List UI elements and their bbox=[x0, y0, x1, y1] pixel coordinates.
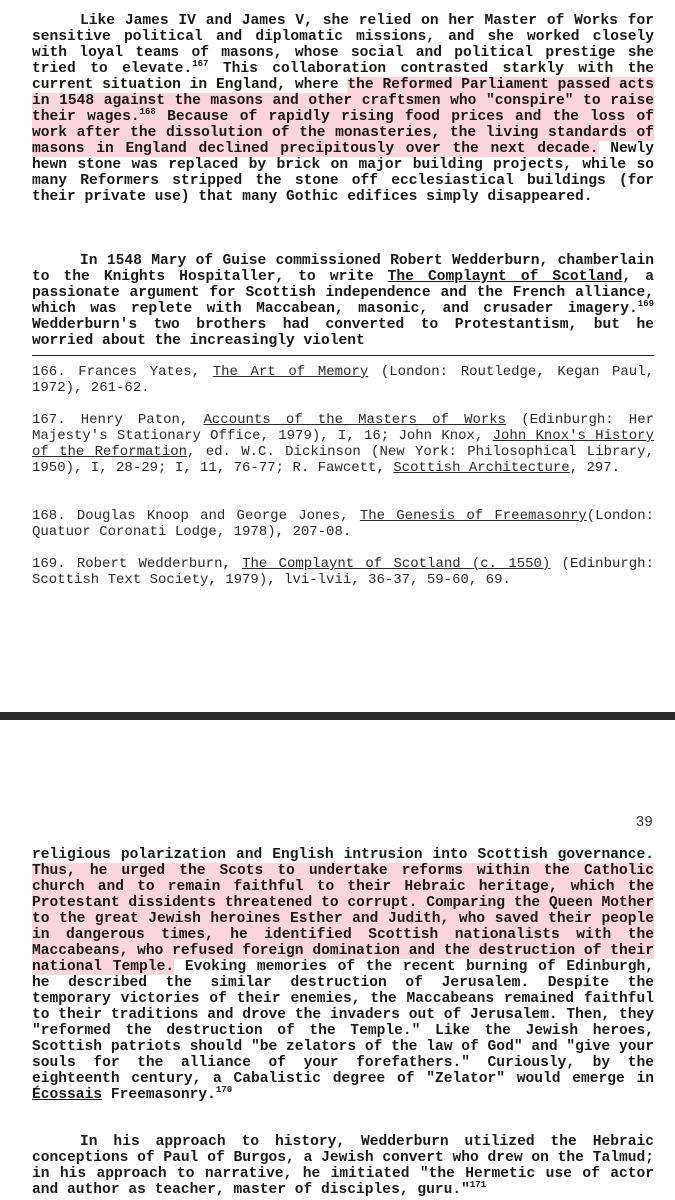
body-paragraph-2: In 1548 Mary of Guise commissioned Robert Wedderburn, chamberlain to the Knights Hospitaller, to write The Complaynt of Scotland, a passionate argument for Scottish independence and the French alliance, which was replete with Maccabean, masonic, and crusader imagery.$^{169}$ Wedderburn's two brothers had converted to Protestantism, but he worried about the increasingly violent bbox=[32, 253, 654, 349]
footnote-ref-168: 168 bbox=[139, 107, 156, 118]
page-divider bbox=[0, 712, 675, 720]
footnote-169: 169. Robert Wedderburn, The Complaynt of Scotland (c. 1550) (Edinburgh: Scottish Text Society, 1979), lvi-lvii, 36-37, 59-60, 69. bbox=[32, 556, 654, 588]
footnote-ref-169: 169 bbox=[637, 299, 654, 310]
footnote-ref-170: 170 bbox=[215, 1085, 233, 1096]
footnote-166: 166. Frances Yates, The Art of Memory (London: Routledge, Kegan Paul, 1972), 261-62. bbox=[32, 364, 654, 396]
footnote-ref-167: 167 bbox=[192, 59, 209, 70]
body-paragraph-4: In his approach to history, Wedderburn utilized the Hebraic conceptions of Paul of Burgos, a Jewish convert who drew on the Talmud; in his approach to narrative, he imitiated "the Hermetic use of actor and author as teacher, master of disciples, guru."$^{171}$ bbox=[32, 1134, 654, 1198]
body-paragraph-1: Like James IV and James V, she relied on her Master of Works for sensitive political and diplomatic missions, and she worked closely with loyal teams of masons, whose social and political prestige she tried to elevate.$^{167}$ This collaboration contrasted starkly with the current situation in England, where the Reformed Parliament passed acts in 1548 against the masons and other craftsmen who "conspire" to raise their wages.$^{168}$ Because of rapidly rising food prices and the loss of work after the dissolution of the monasteries, the living standards of masons in England declined precipitously over the next decade. Newly hewn stone was replaced by brick on major building projects, while so many Reformers stripped the stone off ecclesiastical buildings (for their private use) that many Gothic edifices simply disappeared. bbox=[32, 13, 655, 205]
body-paragraph-3: religious polarization and English intrusion into Scottish governance. Thus, he urged the Scots to undertake reforms within the Catholic church and to remain faithful to their Hebraic heritage, which the Protestant dissidents threatened to corrupt. Comparing the Queen Mother to the great Jewish heroines Esther and Judith, who saved their people in dangerous times, he identified Scottish nationalists with the Maccabeans, who refused foreign domination and the destruction of their national Temple. Evoking memories of the recent burning of Edinburgh, he described the similar destruction of Jerusalem. Despite the temporary victories of their enemies, the Maccabeans remained faithful to their traditions and drove the invaders out of Jerusalem. Then, they "reformed the destruction of the Temple." Like the Jewish heroes, Scottish patriots should "be zelators of the law of God" and "give your souls for the alliance of your forefathers." Curiously, by the eighteenth century, a Cabalistic degree of "Zelator" would emerge in Écossais Freemasonry.$^{170}$ bbox=[32, 847, 654, 1103]
ecossais-term: Écossais bbox=[32, 1087, 103, 1103]
footnote-ref-171: 171 bbox=[469, 1180, 487, 1191]
highlighted-passage-2: Thus, he urged the Scots to undertake reforms within the Catholic church and to remain faithful to their Hebraic heritage, which the Protestant dissidents threatened to corrupt. Comparing the Queen Mother to the great Jewish heroines Esther and Judith, who saved their people in dangerous times, he identified Scottish nationalists with the Maccabeans, who refused foreign domination and the destruction of their national Temple. bbox=[32, 863, 654, 975]
footnote-167: 167. Henry Paton, Accounts of the Masters of Works (Edinburgh: Her Majesty's Stationary Office, 1979), I, 16; John Knox, John Knox's History of the Reformation, ed. W.C. Dickinson (New York: Philosophical Library, 1950), I, 28-29; I, 11, 76-77; R. Fawcett, Scottish Architecture, 297. bbox=[32, 412, 654, 476]
book-title: The Complaynt of Scotland bbox=[387, 269, 623, 285]
highlighted-passage: the Reformed Parliament passed acts in 1548 against the masons and other craftsmen who "conspire" to raise their wages.$^{168}$ Because of rapidly rising food prices and the loss of work after the dissolution of the monasteries, the living standards of masons in England declined precipitously over the next decade. bbox=[32, 77, 654, 157]
footnote-168: 168. Douglas Knoop and George Jones, The Genesis of Freemasonry(London: Quatuor Coronati Lodge, 1978), 207-08. bbox=[32, 508, 654, 540]
page-number: 39 bbox=[635, 815, 653, 831]
footnote-rule bbox=[32, 355, 654, 356]
